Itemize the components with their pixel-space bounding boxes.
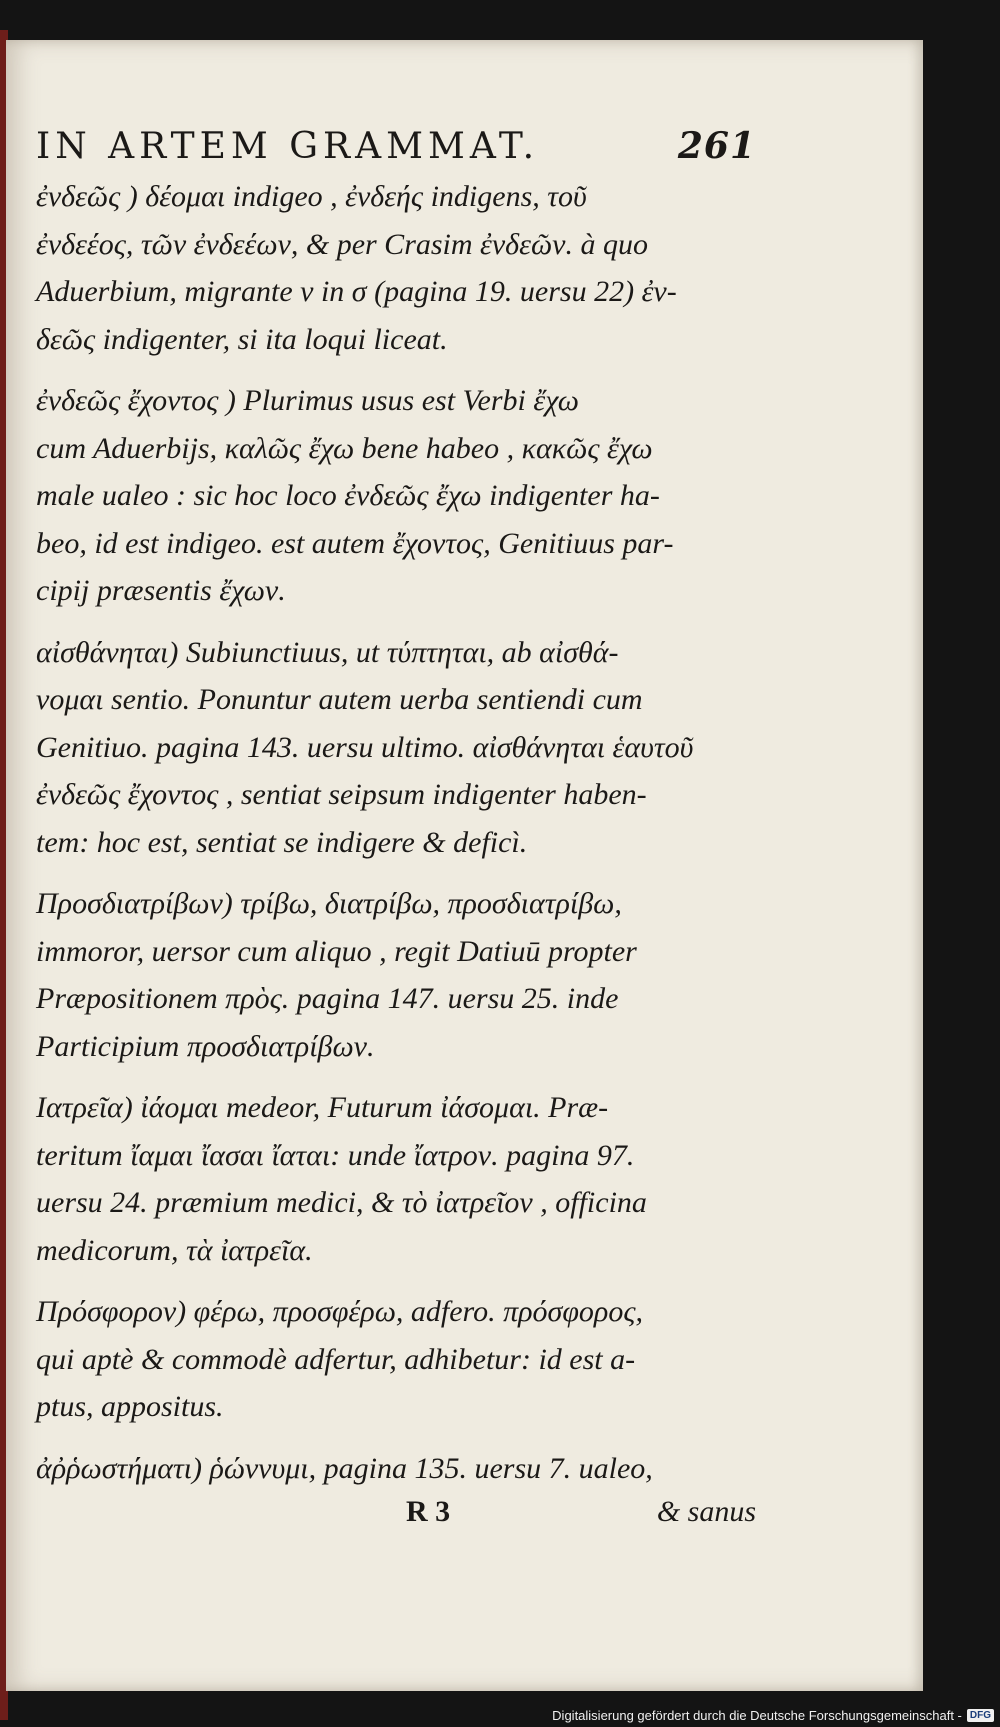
page-footer-line xyxy=(36,1492,756,1532)
dfg-logo: DFG xyxy=(967,1709,994,1722)
paragraph-iatreia: Ιατρεῖα) ἰάομαι medeor, Futurum ἰάσομαι. Præ- teritum ἴαμαι ἴασαι ἴαται: unde ἴατρον. pagina 97. uersu 24. præmium medici, & τὸ ἰατρεῖον , officina medicorum, τὰ ἰατρεῖα. xyxy=(36,1091,647,1267)
paragraph-prosphoron: Πρόσφορον) φέρω, προσφέρω, adfero. πρόσφορος, qui aptè & commodè adfertur, adhibetur: id est a- ptus, appositus. xyxy=(36,1295,643,1423)
catchword: & sanus xyxy=(656,1495,756,1528)
paragraph-endeos-echontos: ἐνδεῶς ἔχοντος ) Plurimus usus est Verbi ἔχω cum Aduerbijs, καλῶς ἔχω bene habeo , κακῶς ἔχω male ualeo : sic hoc loco ἐνδεῶς ἔχω indigenter ha- beo, id est indigeo. est autem ἔχοντος, Genitiuus par- cipij præsentis ἔχων. xyxy=(36,384,674,607)
running-head-title: IN ARTEM GRAMMAT. xyxy=(36,126,540,167)
signature-mark: R 3 xyxy=(406,1495,451,1528)
digitization-credit xyxy=(552,1708,994,1723)
paragraph-arrostemati: ἀῤῥωστήματι) ῥώννυμι, pagina 135. uersu 7. ualeo, xyxy=(36,1451,653,1485)
paragraph-endeos: ἐνδεῶς ) δέομαι indigeo , ἐνδεής indigens, τοῦ ἐνδεέος, τῶν ἐνδεέων, & per Crasim ἐνδεῶν. à quo Aduerbium, migrante ν in σ (pagina 19. uersu 22) ἐν- δεῶς indigenter, si ita loqui liceat. xyxy=(36,180,677,356)
page-number: 261 xyxy=(677,125,756,167)
running-head xyxy=(36,125,756,167)
paragraph-aisthanetai: αἰσθάνηται) Subiunctiuus, ut τύπτηται, ab αἰσθά- νομαι sentio. Ponuntur autem uerba sentiendi cum Genitiuo. pagina 143. uersu ultimo. αἰσθάνηται ἑαυτοῦ ἐνδεῶς ἔχοντος , sentiat seipsum indigenter haben- tem: hoc est, sentiat se indigere & deficì. xyxy=(36,635,694,859)
credit-text: Digitalisierung gefördert durch die Deutsche Forschungsgemeinschaft - xyxy=(552,1708,962,1723)
paragraph-prosdiatribon: Προσδιατρίβων) τρίβω, διατρίβω, προσδιατρίβω, immoror, uersor cum aliquo , regit Datiuū propter Præpositionem πρὸς. pagina 147. uersu 25. inde Participium προσδιατρίβων. xyxy=(36,887,637,1063)
book-page xyxy=(6,40,923,1691)
page-text xyxy=(36,125,756,1532)
